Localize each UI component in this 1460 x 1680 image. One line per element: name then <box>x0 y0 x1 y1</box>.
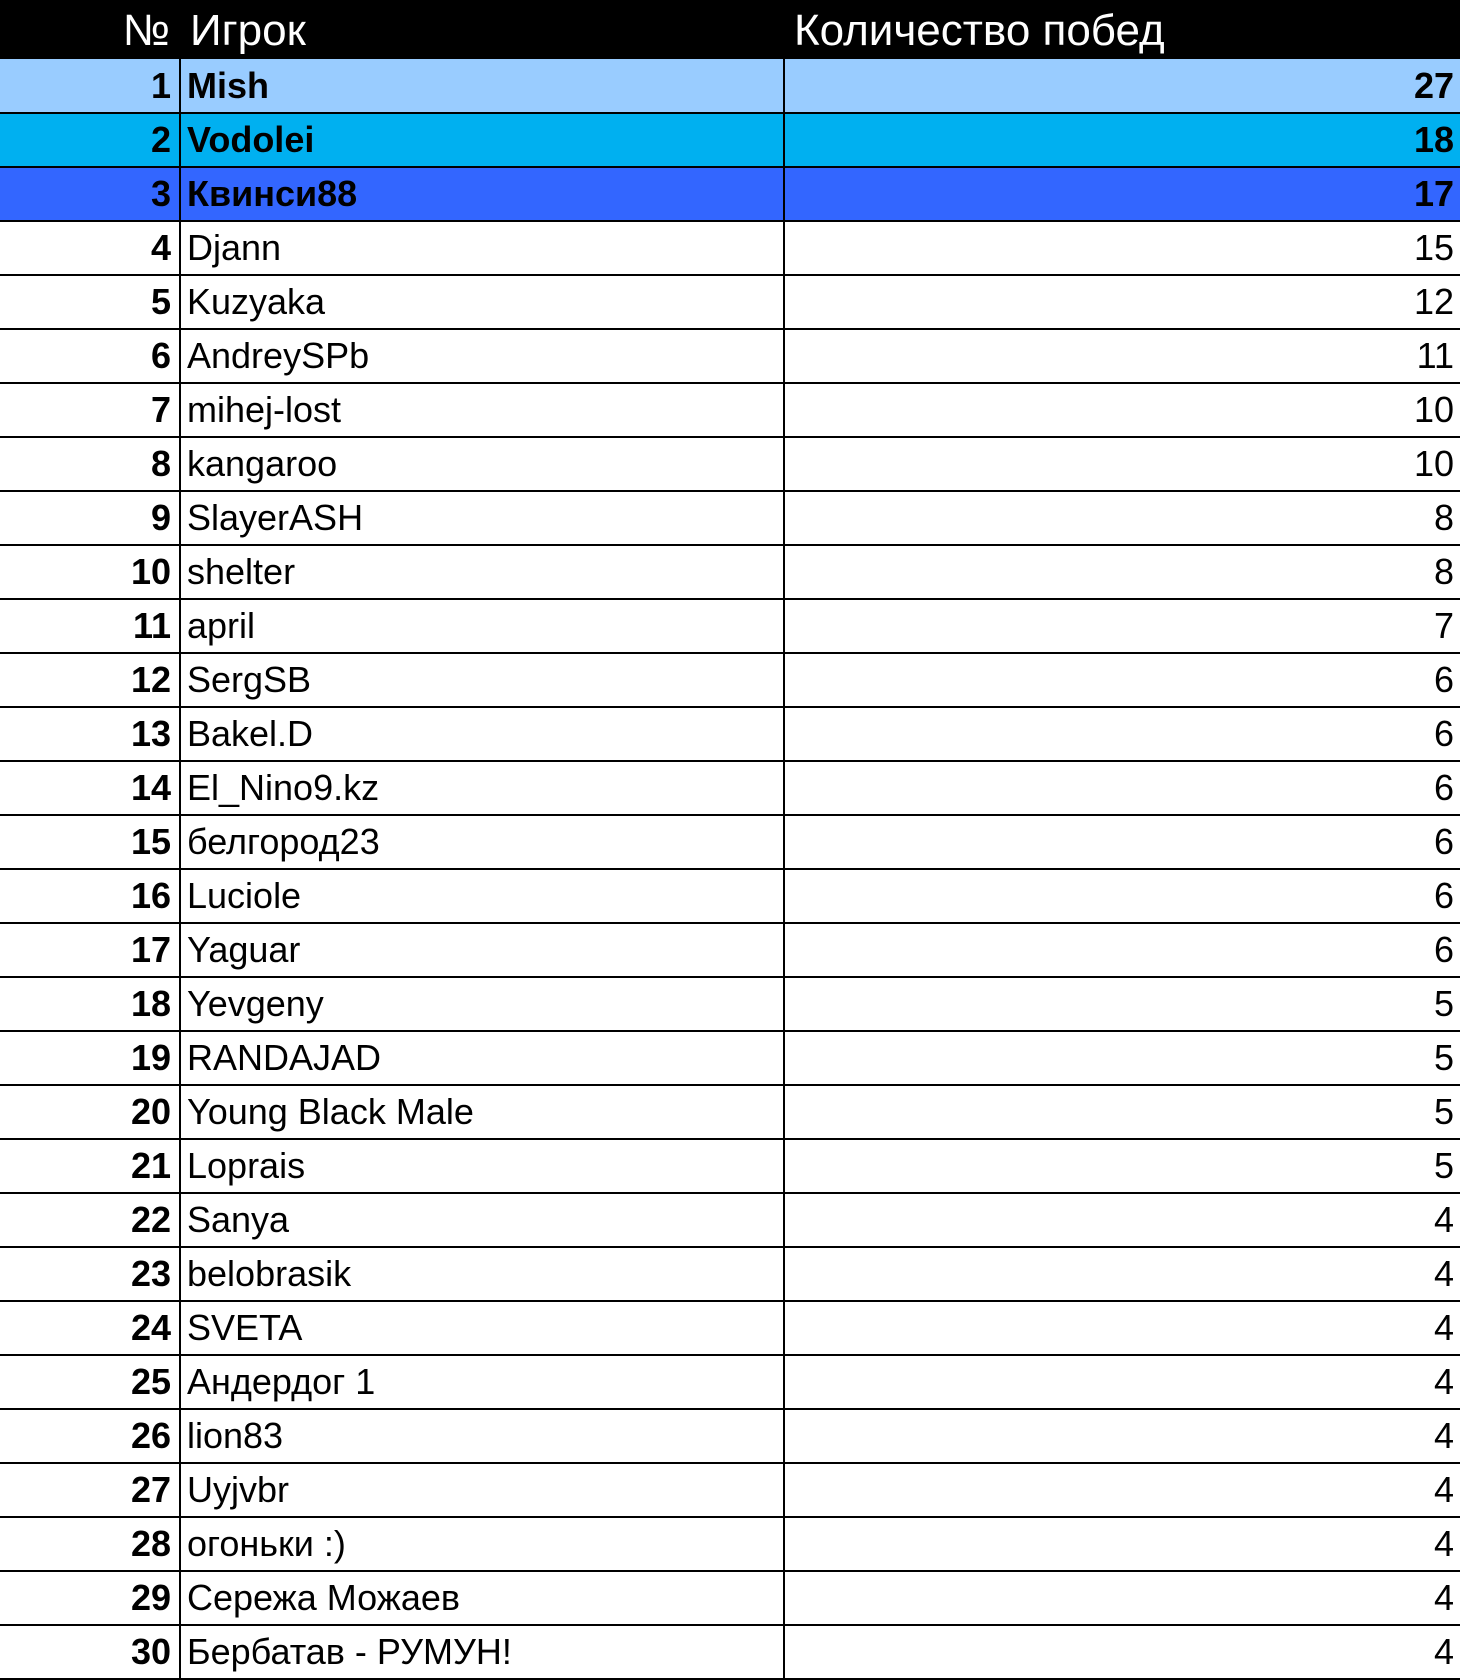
player-name-cell: белгород23 <box>180 815 784 869</box>
wins-count-cell: 8 <box>784 545 1460 599</box>
player-name-cell: kangaroo <box>180 437 784 491</box>
wins-count-cell: 6 <box>784 707 1460 761</box>
wins-count-cell: 6 <box>784 923 1460 977</box>
player-name-cell: mihej-lost <box>180 383 784 437</box>
wins-count-cell: 6 <box>784 869 1460 923</box>
table-row <box>0 59 1460 113</box>
wins-count-cell: 4 <box>784 1625 1460 1679</box>
wins-count-cell: 7 <box>784 599 1460 653</box>
rank-cell: 2 <box>0 113 180 167</box>
rank-cell: 23 <box>0 1247 180 1301</box>
player-name-cell: Uyjvbr <box>180 1463 784 1517</box>
table-row <box>0 275 1460 329</box>
player-name-cell: lion83 <box>180 1409 784 1463</box>
wins-count-cell: 4 <box>784 1409 1460 1463</box>
rank-cell: 27 <box>0 1463 180 1517</box>
rank-cell: 8 <box>0 437 180 491</box>
wins-count-cell: 5 <box>784 977 1460 1031</box>
table-row <box>0 167 1460 221</box>
table-row <box>0 1193 1460 1247</box>
wins-count-cell: 10 <box>784 437 1460 491</box>
player-name-cell: огоньки :) <box>180 1517 784 1571</box>
wins-count-cell: 11 <box>784 329 1460 383</box>
wins-count-cell: 4 <box>784 1247 1460 1301</box>
table-row <box>0 1139 1460 1193</box>
rank-cell: 5 <box>0 275 180 329</box>
table-row <box>0 113 1460 167</box>
table-body <box>0 59 1460 1679</box>
player-name-cell: Mish <box>180 59 784 113</box>
table-row <box>0 545 1460 599</box>
player-name-cell: Сережа Можаев <box>180 1571 784 1625</box>
table-row <box>0 923 1460 977</box>
player-name-cell: shelter <box>180 545 784 599</box>
header-row <box>0 0 1460 59</box>
player-name-cell: Бербатав - РУМУН! <box>180 1625 784 1679</box>
rank-cell: 26 <box>0 1409 180 1463</box>
table-row <box>0 491 1460 545</box>
wins-count-cell: 4 <box>784 1517 1460 1571</box>
header-number: № <box>122 6 170 55</box>
table-row <box>0 1625 1460 1679</box>
table-row <box>0 1571 1460 1625</box>
wins-count-cell: 4 <box>784 1463 1460 1517</box>
rank-cell: 17 <box>0 923 180 977</box>
wins-count-cell: 5 <box>784 1139 1460 1193</box>
player-name-cell: Luciole <box>180 869 784 923</box>
player-name-cell: Young Black Male <box>180 1085 784 1139</box>
rank-cell: 4 <box>0 221 180 275</box>
wins-count-cell: 4 <box>784 1571 1460 1625</box>
rank-cell: 10 <box>0 545 180 599</box>
table-row <box>0 1409 1460 1463</box>
rank-cell: 13 <box>0 707 180 761</box>
table-row <box>0 1247 1460 1301</box>
wins-count-cell: 8 <box>784 491 1460 545</box>
rank-cell: 25 <box>0 1355 180 1409</box>
wins-count-cell: 10 <box>784 383 1460 437</box>
player-name-cell: april <box>180 599 784 653</box>
player-name-cell: Yaguar <box>180 923 784 977</box>
rank-cell: 3 <box>0 167 180 221</box>
table-row <box>0 977 1460 1031</box>
table-row <box>0 1301 1460 1355</box>
table-row <box>0 383 1460 437</box>
table-row <box>0 815 1460 869</box>
rank-cell: 24 <box>0 1301 180 1355</box>
player-name-cell: Андердог 1 <box>180 1355 784 1409</box>
wins-count-cell: 5 <box>784 1085 1460 1139</box>
table-row <box>0 761 1460 815</box>
player-name-cell: Djann <box>180 221 784 275</box>
player-name-cell: RANDAJAD <box>180 1031 784 1085</box>
wins-count-cell: 6 <box>784 653 1460 707</box>
rank-cell: 29 <box>0 1571 180 1625</box>
player-name-cell: El_Nino9.kz <box>180 761 784 815</box>
rank-cell: 16 <box>0 869 180 923</box>
wins-count-cell: 15 <box>784 221 1460 275</box>
table-row <box>0 1517 1460 1571</box>
table-row <box>0 653 1460 707</box>
wins-count-cell: 5 <box>784 1031 1460 1085</box>
wins-count-cell: 17 <box>784 167 1460 221</box>
table-row <box>0 1085 1460 1139</box>
table-row <box>0 1463 1460 1517</box>
player-name-cell: SVETA <box>180 1301 784 1355</box>
wins-count-cell: 4 <box>784 1193 1460 1247</box>
rank-cell: 6 <box>0 329 180 383</box>
rank-cell: 19 <box>0 1031 180 1085</box>
table-row <box>0 1355 1460 1409</box>
player-name-cell: Квинси88 <box>180 167 784 221</box>
header-player: Игрок <box>190 6 306 55</box>
rank-cell: 22 <box>0 1193 180 1247</box>
rank-cell: 14 <box>0 761 180 815</box>
player-name-cell: Bakel.D <box>180 707 784 761</box>
wins-count-cell: 4 <box>784 1301 1460 1355</box>
player-name-cell: Yevgeny <box>180 977 784 1031</box>
wins-count-cell: 6 <box>784 815 1460 869</box>
table-row <box>0 1031 1460 1085</box>
rank-cell: 12 <box>0 653 180 707</box>
rank-cell: 7 <box>0 383 180 437</box>
table-row <box>0 869 1460 923</box>
table-row <box>0 437 1460 491</box>
wins-count-cell: 18 <box>784 113 1460 167</box>
rank-cell: 1 <box>0 59 180 113</box>
player-name-cell: Vodolei <box>180 113 784 167</box>
wins-count-cell: 12 <box>784 275 1460 329</box>
table-row <box>0 329 1460 383</box>
rank-cell: 15 <box>0 815 180 869</box>
wins-count-cell: 27 <box>784 59 1460 113</box>
header-wins: Количество побед <box>794 6 1165 55</box>
rank-cell: 11 <box>0 599 180 653</box>
player-name-cell: belobrasik <box>180 1247 784 1301</box>
player-name-cell: SlayerASH <box>180 491 784 545</box>
player-name-cell: Sanya <box>180 1193 784 1247</box>
table-row <box>0 707 1460 761</box>
rank-cell: 28 <box>0 1517 180 1571</box>
rank-cell: 9 <box>0 491 180 545</box>
player-name-cell: AndreySPb <box>180 329 784 383</box>
rank-cell: 21 <box>0 1139 180 1193</box>
player-name-cell: SergSB <box>180 653 784 707</box>
wins-count-cell: 6 <box>784 761 1460 815</box>
wins-count-cell: 4 <box>784 1355 1460 1409</box>
player-name-cell: Kuzyaka <box>180 275 784 329</box>
rank-cell: 18 <box>0 977 180 1031</box>
rank-cell: 30 <box>0 1625 180 1679</box>
table-header <box>0 0 1460 59</box>
table-row <box>0 599 1460 653</box>
rank-cell: 20 <box>0 1085 180 1139</box>
table-row <box>0 221 1460 275</box>
player-name-cell: Loprais <box>180 1139 784 1193</box>
